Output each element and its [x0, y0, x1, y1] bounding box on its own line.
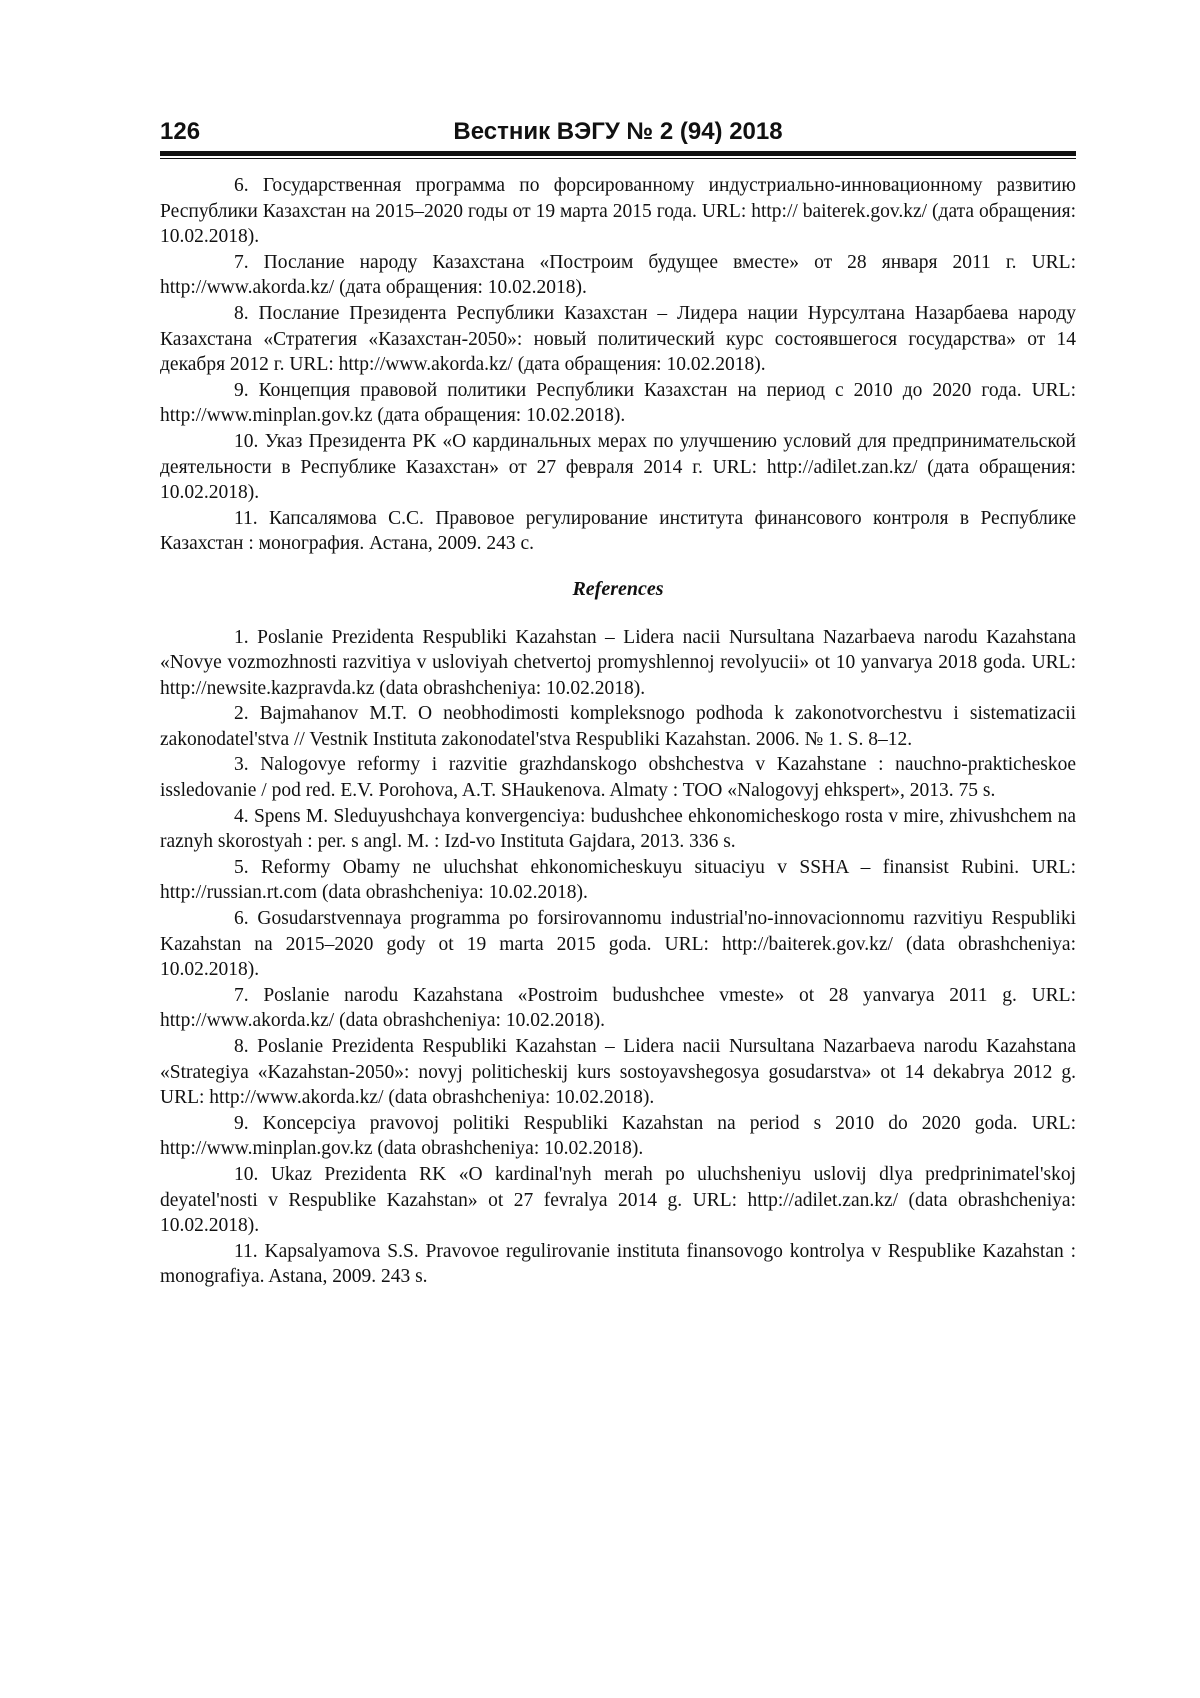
- reference-item: 3. Nalogovye reformy i razvitie grazhdanskogo obshchestva v Kazahstane : nauchno-prakticheskoe issledovanie / pod red. E.V. Porohova, A.T. SHaukenova. Almaty : TOO «Nalogovyj ehkspert», 2013. 75 s.: [160, 754, 1076, 802]
- reference-item: 11. Kapsalyamova S.S. Pravovoe regulirovanie instituta finansovogo kontrolya v Respublike Kazahstan : monografiya. Astana, 2009. 243 s.: [160, 1240, 1076, 1288]
- literature-item: 9. Концепция правовой политики Республики Казахстан на период с 2010 до 2020 года. URL: http://www.minplan.gov.kz (дата обращения: 10.02.2018).: [160, 379, 1076, 427]
- literature-item: 8. Послание Президента Республики Казахстан – Лидера нации Нурсултана Назарбаева народу Казахстана «Стратегия «Казахстан-2050»: новый политический курс состоявшегося государства» от 14 декабря 2012 г. URL: http://www.akorda.kz/ (дата обращения: 10.02.2018).: [160, 302, 1076, 376]
- running-header: [160, 118, 1076, 148]
- header-rule-thin: [160, 158, 1076, 159]
- article-body: [160, 173, 1076, 1290]
- literature-item: 6. Государственная программа по форсированному индустриально-инновационному развитию Республики Казахстан на 2015–2020 годы от 19 марта 2015 года. URL: http:// baiterek.gov.kz/ (дата обращения: 10.02.2018).: [160, 175, 1076, 248]
- reference-item: 8. Poslanie Prezidenta Respubliki Kazahstan – Lidera nacii Nursultana Nazarbaeva narodu Kazahstana «Strategiya «Kazahstan-2050»: novyj politicheskij kurs sostoyavshegosya gosudarstva» ot 14 dekabrya 2012 g. URL: http://www.akorda.kz/ (data obrashcheniya: 10.02.2018).: [160, 1036, 1076, 1109]
- reference-item: 6. Gosudarstvennaya programma po forsirovannomu industrial'no-innovacionnomu razvitiyu Respubliki Kazahstan na 2015–2020 gody ot 19 marta 2015 goda. URL: http://baiterek.gov.kz/ (data obrashcheniya: 10.02.2018).: [160, 908, 1076, 981]
- journal-title: Вестник ВЭГУ № 2 (94) 2018: [453, 118, 783, 145]
- reference-item: 9. Koncepciya pravovoj politiki Respubliki Kazahstan na period s 2010 do 2020 goda. URL: http://www.minplan.gov.kz (data obrashcheniya: 10.02.2018).: [160, 1112, 1076, 1160]
- reference-item: 4. Spens M. Sleduyushchaya konvergenciya: budushchee ehkonomicheskogo rosta v mire, zhivushchem na raznyh skorostyah : per. s angl. M. : Izd-vo Instituta Gajdara, 2013. 336 s.: [160, 805, 1076, 853]
- literature-list: [160, 173, 1076, 557]
- reference-item: 1. Poslanie Prezidenta Respubliki Kazahstan – Lidera nacii Nursultana Nazarbaeva narodu Kazahstana «Novye vozmozhnosti razvitiya v usloviyah chetvertoj promyshlennoj revolyucii» ot 10 yanvarya 2018 goda. URL: http://newsite.kazpravda.kz (data obrashcheniya: 10.02.2018).: [160, 626, 1076, 699]
- references-heading: References: [572, 577, 664, 600]
- literature-item: 11. Капсалямова С.С. Правовое регулирование института финансового контроля в Республике Казахстан : монография. Астана, 2009. 243 с.: [160, 507, 1076, 555]
- header-rule-thick: [160, 151, 1076, 156]
- reference-item: 10. Ukaz Prezidenta RK «O kardinal'nyh merah po uluchsheniyu uslovij dlya predprinimatel'skoj deyatel'nosti v Respublike Kazahstan» ot 27 fevralya 2014 g. URL: http://adilet.zan.kz/ (data obrashcheniya: 10.02.2018).: [160, 1163, 1076, 1237]
- reference-item: 2. Bajmahanov M.T. O neobhodimosti kompleksnogo podhoda k zakonotvorchestvu i sistematizacii zakonodatel'stva // Vestnik Instituta zakonodatel'stva Respubliki Kazahstan. 2006. № 1. S. 8–12.: [160, 703, 1076, 750]
- literature-item: 7. Послание народу Казахстана «Построим будущее вместе» от 28 января 2011 г. URL: http://www.akorda.kz/ (дата обращения: 10.02.2018).: [160, 251, 1076, 299]
- reference-item: 5. Reformy Obamy ne uluchshat ehkonomicheskuyu situaciyu v SSHA – finansist Rubini. URL: http://russian.rt.com (data obrashcheniya: 10.02.2018).: [160, 856, 1076, 904]
- literature-item: 10. Указ Президента РК «О кардинальных мерах по улучшению условий для предпринимательской деятельности в Республике Казахстан» от 27 февраля 2014 г. URL: http://adilet.zan.kz/ (дата обращения: 10.02.2018).: [160, 430, 1076, 504]
- reference-item: 7. Poslanie narodu Kazahstana «Postroim budushchee vmeste» ot 28 yanvarya 2011 g. URL: http://www.akorda.kz/ (data obrashcheniya: 10.02.2018).: [160, 984, 1076, 1032]
- references-list: [160, 625, 1076, 1290]
- page-number: 126: [160, 118, 201, 145]
